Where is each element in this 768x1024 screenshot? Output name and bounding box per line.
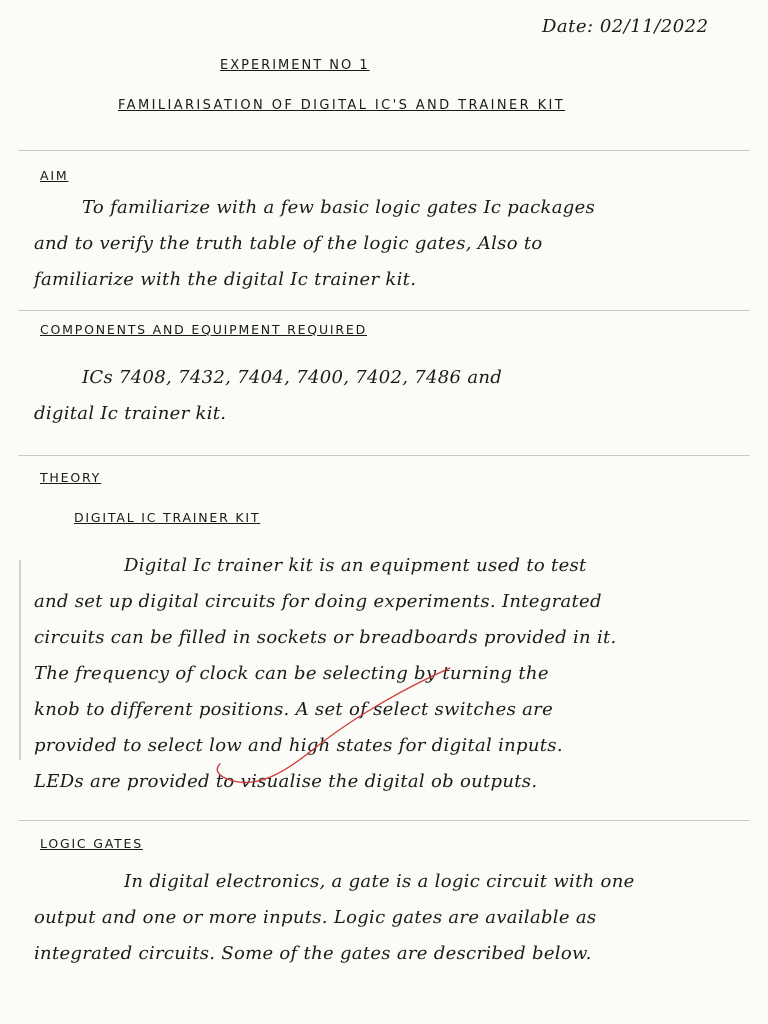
theory-line-5: knob to different positions. A set of select switches are	[34, 699, 554, 720]
logic-line-1: In digital electronics, a gate is a logic circuit with one	[124, 871, 635, 892]
margin-line	[19, 560, 21, 760]
ruled-line	[18, 150, 750, 151]
red-pen-stroke	[200, 660, 460, 800]
theory-line-6: provided to select low and high states for digital inputs.	[34, 735, 563, 756]
theory-line-2: and set up digital circuits for doing experiments. Integrated	[34, 591, 602, 612]
aim-paragraph	[34, 190, 744, 298]
logic-line-2: output and one or more inputs. Logic gates are available as	[34, 907, 597, 928]
theory-line-4: The frequency of clock can be selecting by turning the	[34, 663, 549, 684]
components-line-1: ICs 7408, 7432, 7404, 7400, 7402, 7486 and	[82, 367, 503, 388]
components-paragraph	[34, 360, 744, 432]
aim-line-2: and to verify the truth table of the logic gates, Also to	[34, 233, 543, 254]
date-label: Date: 02/11/2022	[542, 16, 709, 37]
logic-line-3: integrated circuits. Some of the gates are described below.	[34, 943, 592, 964]
components-heading: COMPONENTS AND EQUIPMENT REQUIRED	[40, 322, 367, 337]
ruled-line	[18, 310, 750, 311]
experiment-title: FAMILIARISATION OF DIGITAL IC'S AND TRAINER KIT	[118, 98, 566, 113]
experiment-number: EXPERIMENT NO 1	[220, 58, 370, 73]
logic-gates-heading: LOGIC GATES	[40, 836, 143, 851]
aim-heading: AIM	[40, 168, 69, 183]
logic-gates-paragraph	[34, 864, 744, 972]
ruled-line	[18, 455, 750, 456]
ruled-line	[18, 820, 750, 821]
theory-line-3: circuits can be filled in sockets or breadboards provided in it.	[34, 627, 617, 648]
aim-line-3: familiarize with the digital Ic trainer kit.	[34, 269, 417, 290]
theory-line-7: LEDs are provided to visualise the digital ob outputs.	[34, 771, 538, 792]
trainer-kit-subheading: DIGITAL IC TRAINER KIT	[74, 510, 261, 525]
aim-line-1: To familiarize with a few basic logic gates Ic packages	[82, 197, 596, 218]
theory-heading: THEORY	[40, 470, 102, 485]
theory-line-1: Digital Ic trainer kit is an equipment used to test	[124, 555, 587, 576]
components-line-2: digital Ic trainer kit.	[34, 403, 227, 424]
